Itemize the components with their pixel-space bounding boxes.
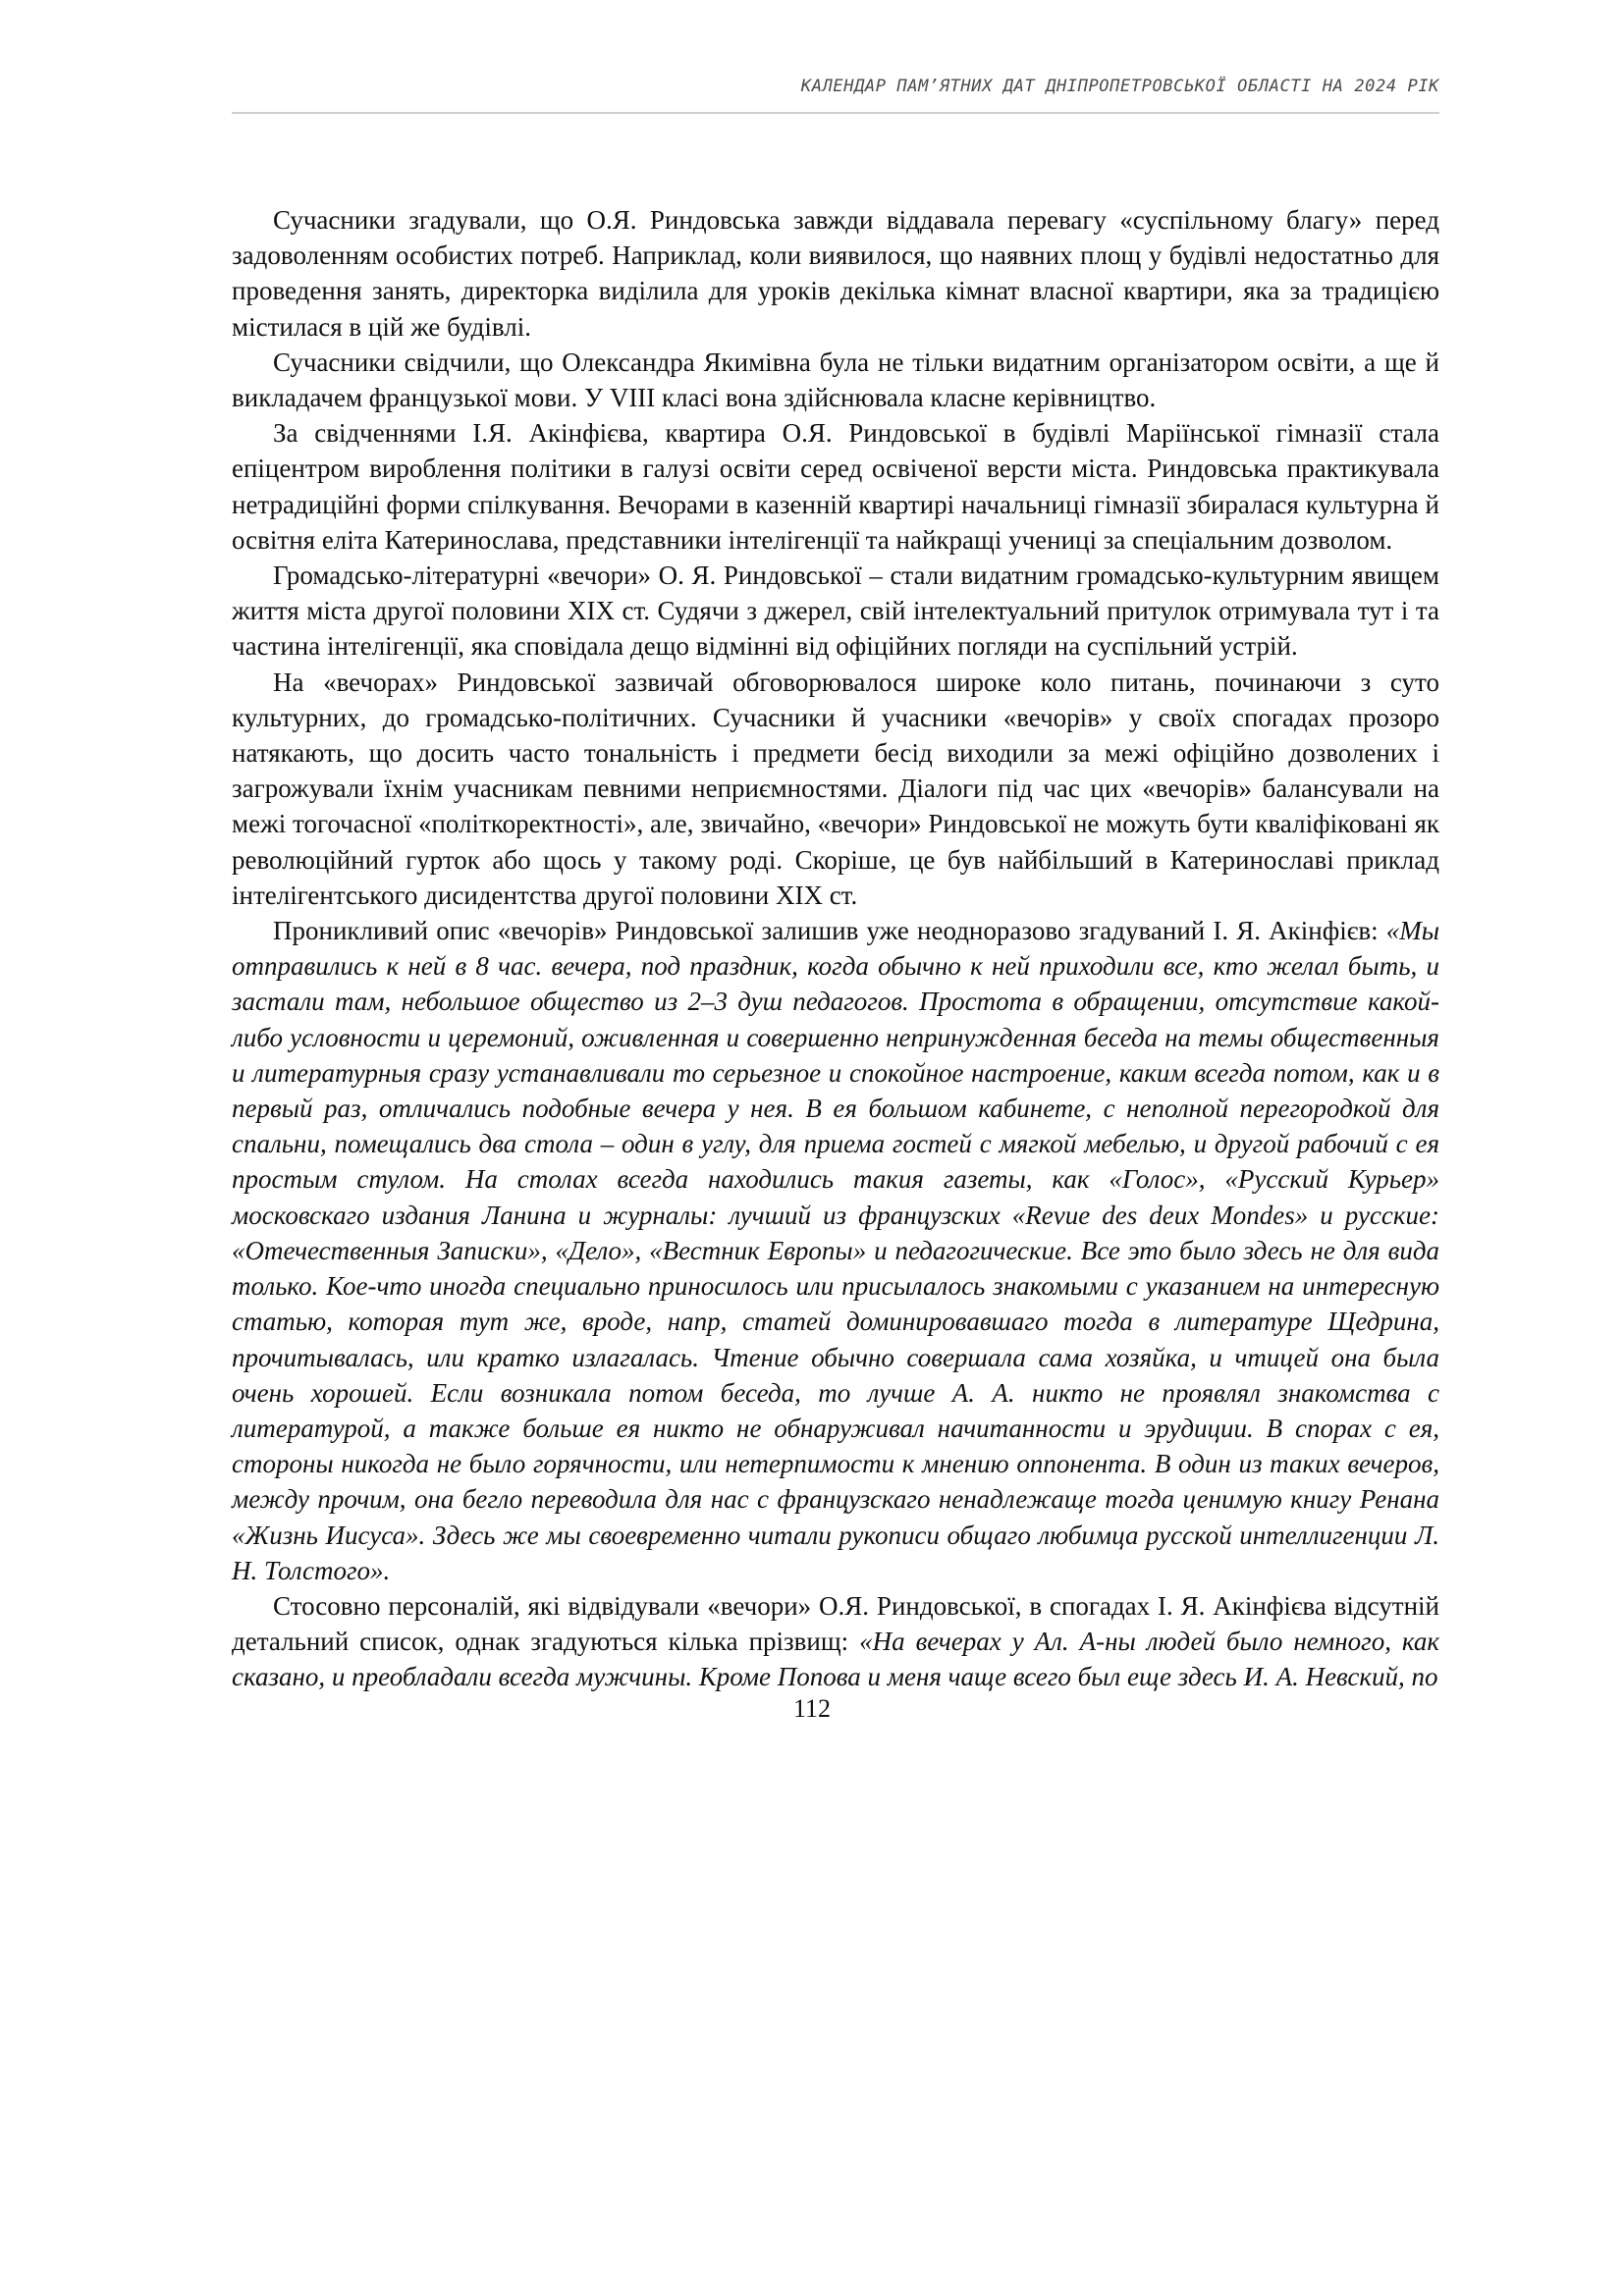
quotation-lead-text: Проникливий опис «вечорів» Риндовської залишив уже неодноразово згадуваний І. Я. Акінфієв: <box>273 916 1386 946</box>
paragraph-1: Сучасники згадували, що О.Я. Риндовська завжди віддавала перевагу «суспільному благу» перед задоволенням особистих потреб. Наприклад, коли виявилося, що наявних площ у будівлі недостатньо для проведення занять, директорка виділила для уроків декілька кімнат власної квартири, яка за традицією містилася в цій же будівлі. <box>232 205 1439 342</box>
paragraph-2: Сучасники свідчили, що Олександра Якимівна була не тільки видатним організатором освіти, а ще й викладачем французької мови. У VIII класі вона здійснювала класне керівництво. <box>232 347 1439 413</box>
quotation-citation: «Мы отправились к ней в 8 час. вечера, под праздник, когда обычно к ней приходили все, кто желал быть, и застали там, небольшое общество из 2–3 душ педагогов. Простота в обращении, отсутствие какой-либо условности и церемоний, оживленная и совершенно непринужденная беседа на темы общественныя и литературныя сразу устанавливали то серьезное и спокойное настроение, каким всегда потом, как и в первый раз, отличались подобные вечера у нея. В ея большом кабинете, с неполной перегородкой для спальни, помещались два стола – один в углу, для приема гостей с мягкой мебелью, и другой рабочий с ея простым стулом. На столах всегда находились такия газеты, как «Голос», «Русский Курьер» московскаго издания Ланина и журналы: лучший из французских «Revue des deux Mondes» и русские: «Отечественныя Записки», «Дело», «Вестник Европы» и педагогические. Все это было здесь не для вида только. Кое-что иногда специально приносилось или присылалось знакомыми с указанием на интересную статью, которая тут же, вроде, напр, статей доминировавшаго тогда в литературе Щедрина, прочитывалась, или кратко излагалась. Чтение обычно совершала сама хозяйка, и чтицей она была очень хорошей. Если возникала потом беседа, то лучше А. А. никто не проявлял знакомства с литературой, а также больше ея никто не обнаруживал начитанности и эрудиции. В спорах с ея, стороны никогда не было горячности, или нетерпимости к мнению оппонента. В один из таких вечеров, между прочим, она бегло переводила для нас с французскаго ненадлежаще тогда ценимую книгу Ренана «Жизнь Иисуса». Здесь же мы своевременно читали рукописи общаго любимца русской интеллигенции Л. Н. Толстого». <box>232 916 1439 1585</box>
closing-citation: «На вечерах у Ал. А-ны людей было немного, как сказано, и преобладали всегда мужчины. Кроме Попова и меня чаще всего был еще здесь И. А. Невский, по <box>232 1627 1439 1692</box>
paragraph-3: За свідченнями І.Я. Акінфієва, квартира О.Я. Риндовської в будівлі Маріїнської гімназії стала епіцентром вироблення політики в галузі освіти серед освіченої версти міста. Риндовська практикувала нетрадиційні форми спілкування. Вечорами в казенній квартирі начальниці гімназії збиралася культурна й освітня еліта Катеринослава, представники інтелігенції та найкращі учениці за спеціальним дозволом. <box>232 418 1439 555</box>
closing-paragraph <box>232 1588 1439 1695</box>
page-number: 112 <box>792 1694 832 1723</box>
running-header: КАЛЕНДАР ПАМ’ЯТНИХ ДАТ ДНІПРОПЕТРОВСЬКОЇ ОБЛАСТІ НА 2024 РІК <box>800 77 1439 96</box>
header-divider <box>232 112 1439 114</box>
closing-lead-text: Стосовно персоналій, які відвідували «вечори» О.Я. Риндовської, в спогадах І. Я. Акінфієва відсутній детальний список, однак згадуються кілька прізвищ: <box>232 1590 1439 1657</box>
quotation-paragraph <box>232 913 1439 1588</box>
paragraph-5: На «вечорах» Риндовської зазвичай обговорювалося широке коло питань, починаючи з суто культурних, до громадсько-політичних. Сучасники й учасники «вечорів» у своїх спогадах прозоро натякають, що досить часто тональність і предмети бесід виходили за межі офіційно дозволених і загрожували їхнім учасникам певними неприємностями. Діалоги під час цих «вечорів» балансували на межі тогочасної «політкоректності», але, звичайно, «вечори» Риндовської не можуть бути кваліфіковані як революційний гурток або щось у такому роді. Скоріше, це був найбільший в Катеринославі приклад інтелігентського дисидентства другої половини XIX ст. <box>232 667 1439 910</box>
page-body <box>232 202 1439 1695</box>
paragraph-4: Громадсько-літературні «вечори» О. Я. Риндовської – стали видатним громадсько-культурним явищем життя міста другої половини XIX ст. Судячи з джерел, свій інтелектуальний притулок отримувала тут і та частина інтелігенції, яка сповідала дещо відмінні від офіційних погляди на суспільний устрій. <box>232 561 1439 662</box>
